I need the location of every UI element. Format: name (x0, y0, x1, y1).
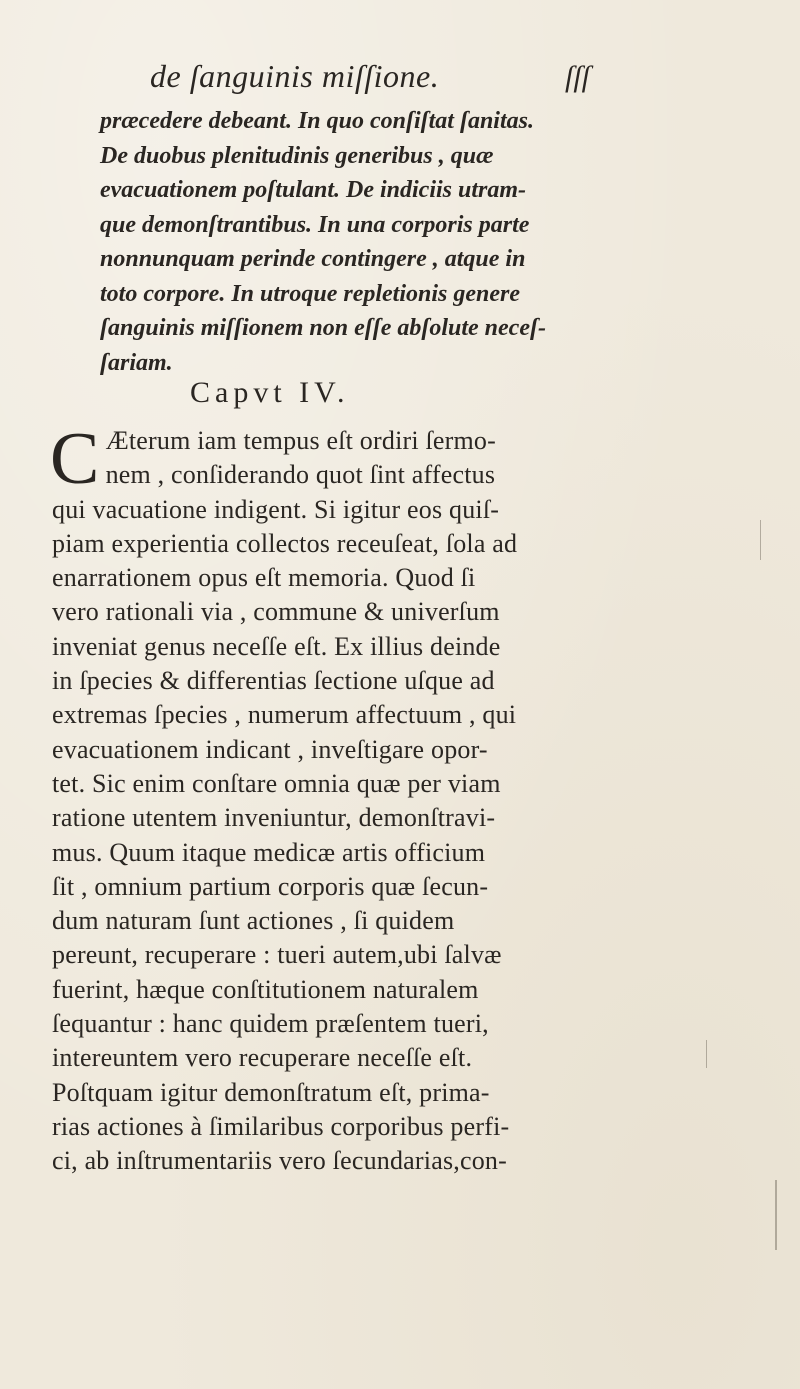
body-line: in ſpecies & differentias ſectione uſque ad (52, 666, 495, 696)
body-line: enarrationem opus eſt memoria. Quod ſi (52, 563, 476, 593)
summary-line: toto corpore. In utroque repletionis genere (100, 280, 521, 307)
summary-line: ſanguinis miſſionem non eſſe abſolute neceſ- (100, 315, 546, 341)
body-line: fuerint, hæque conſtitutionem naturalem (52, 974, 479, 1004)
body-line: ci, ab inſtrumentariis vero ſecundarias,con- (52, 1146, 507, 1176)
body-line: Æterum iam tempus eſt ordiri ſermo- (105, 426, 496, 455)
body-text (50, 418, 672, 1179)
body-line: rias actiones à ſimilaribus corporibus perfi- (52, 1111, 510, 1141)
paper-edge-mark (775, 1180, 777, 1250)
paper-edge-mark (760, 520, 761, 560)
body-line: extremas ſpecies , numerum affectuum , qui (52, 700, 517, 730)
chapter-heading: Capvt IV. (190, 376, 350, 409)
body-line: mus. Quum itaque medicæ artis officium (52, 837, 486, 867)
summary-line: que demonſtrantibus. In una corporis parte (100, 211, 530, 238)
body-line: vero rationali via , commune & univerſum (52, 597, 500, 627)
body-line: evacuationem indicant , inveſtigare opor- (52, 734, 488, 764)
summary-line: ſariam. (100, 349, 173, 376)
summary-line: evacuationem poſtulant. De indiciis utram- (100, 177, 527, 203)
summary-line: nonnunquam perinde contingere , atque in (100, 246, 526, 272)
body-line: piam experientia collectos receuſeat, ſola ad (52, 528, 518, 558)
body-line: tet. Sic enim conſtare omnia quæ per viam (52, 768, 501, 798)
body-line: intereuntem vero recuperare neceſſe eſt. (52, 1043, 473, 1073)
body-line: ratione utentem inveniuntur, demonſtravi- (52, 803, 496, 833)
summary-line: De duobus plenitudinis generibus , quæ (100, 142, 494, 169)
running-title: de ſanguinis miſſione. (150, 58, 440, 94)
page-header (150, 58, 590, 98)
page-number: ſſſ (564, 60, 590, 93)
body-line: qui vacuatione indigent. Si igitur eos quiſ- (52, 494, 500, 524)
summary-line: præcedere debeant. In quo conſiſtat ſanitas. (100, 108, 534, 134)
chapter-summary (100, 104, 620, 380)
body-line: ſequantur : hanc quidem præſentem tueri, (52, 1009, 489, 1039)
body-line: inveniat genus neceſſe eſt. Ex illius deinde (52, 631, 501, 661)
body-line: pereunt, recuperare : tueri autem,ubi ſalvæ (52, 940, 502, 970)
body-line: Poſtquam igitur demonſtratum eſt, prima- (52, 1077, 490, 1107)
body-line: ſit , omnium partium corporis quæ ſecun- (52, 871, 489, 901)
body-line: dum naturam ſunt actiones , ſi quidem (52, 906, 455, 936)
paper-edge-mark (706, 1040, 707, 1068)
body-line: nem , conſiderando quot ſint affectus (105, 460, 496, 490)
drop-cap: C (50, 418, 100, 500)
